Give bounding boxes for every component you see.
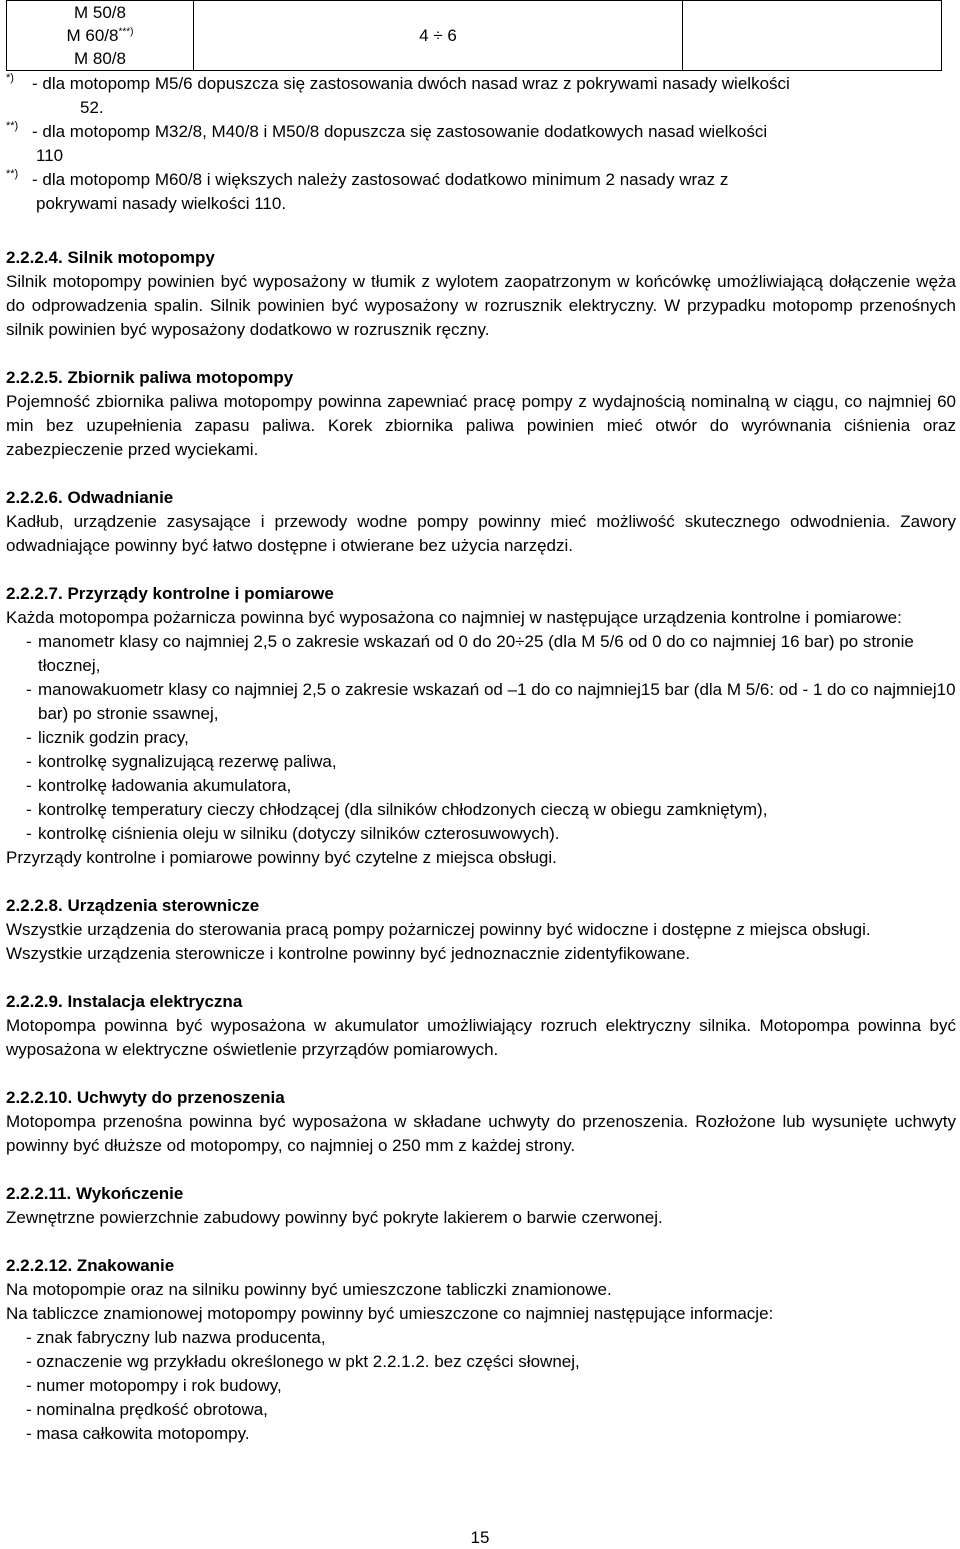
paragraph: Motopompa powinna być wyposażona w akumulator umożliwiający rozruch elektryczny silnika. Motopompa powinna być wyposażona w elektryczne oświetlenie przyrządów pomiarowych. <box>6 1016 956 1059</box>
section-number: 2.2.2.4. <box>6 248 63 267</box>
section-title: Uchwyty do przenoszenia <box>76 1088 285 1107</box>
section-number: 2.2.2.11. <box>6 1184 72 1203</box>
list-item: - kontrolkę sygnalizującą rezerwę paliwa, <box>6 750 956 774</box>
spec-table <box>6 0 942 71</box>
section-heading <box>6 582 956 606</box>
footnote-text: - dla motopomp M5/6 dopuszcza się zastosowania dwóch nasad wraz z pokrywami nasady wielkości <box>32 74 790 93</box>
model-label-with-mark <box>7 24 193 47</box>
paragraph: Wszystkie urządzenia do sterowania pracą pompy pożarniczej powinny być widoczne i dostępne z miejsca obsługi. <box>6 920 871 939</box>
section-heading <box>6 990 956 1014</box>
section-znakowanie <box>6 1254 956 1446</box>
footnote-text: - dla motopomp M60/8 i większych należy zastosować dodatkowo minimum 2 nasady wraz z <box>32 170 729 189</box>
paragraph: Pojemność zbiornika paliwa motopompy powinna zapewniać pracę pompy z wydajnością nominalną w ciągu, co najmniej 60 min bez uzupełnienia zapasu paliwa. Korek zbiornika paliwa powinien mieć otwór do wyrównania ciśnienia oraz zabezpieczenie przed wyciekami. <box>6 392 956 459</box>
footnote-continuation: pokrywami nasady wielkości 110. <box>36 194 287 213</box>
list-item: - nominalna prędkość obrotowa, <box>26 1400 268 1419</box>
paragraph: Zewnętrzne powierzchnie zabudowy powinny być pokryte lakierem o barwie czerwonej. <box>6 1208 663 1227</box>
section-title: Znakowanie <box>76 1256 175 1275</box>
section-heading <box>6 246 956 270</box>
section-title: Urządzenia sterownicze <box>67 896 260 915</box>
footnote-mark: **) <box>6 168 19 180</box>
model-label: M 50/8 <box>74 3 126 22</box>
section-number: 2.2.2.12. <box>6 1256 73 1275</box>
footnote <box>6 168 956 216</box>
section-title: Instalacja elektryczna <box>67 992 243 1011</box>
footnote-mark: **) <box>6 120 19 132</box>
footnote-mark: ***) <box>118 26 134 38</box>
section-heading <box>6 486 956 510</box>
section-sterownicze <box>6 894 956 966</box>
footnote-continuation: 52. <box>80 98 104 117</box>
section-heading <box>6 1086 956 1110</box>
section-number: 2.2.2.5. <box>6 368 63 387</box>
section-zbiornik <box>6 366 956 462</box>
section-number: 2.2.2.9. <box>6 992 63 1011</box>
nameplate-list <box>6 1326 956 1446</box>
empty-cell <box>683 1 942 71</box>
paragraph: Każda motopompa pożarnicza powinna być wyposażona co najmniej w następujące urządzenia kontrolne i pomiarowe: <box>6 608 902 627</box>
list-item: - licznik godzin pracy, <box>6 726 956 750</box>
list-item: - kontrolkę ładowania akumulatora, <box>6 774 956 798</box>
paragraph: Na motopompie oraz na silniku powinny być umieszczone tabliczki znamionowe. <box>6 1280 612 1299</box>
table-row <box>7 1 942 71</box>
section-heading <box>6 1182 956 1206</box>
document-body <box>6 246 956 1470</box>
section-title: Odwadnianie <box>67 488 174 507</box>
section-number: 2.2.2.8. <box>6 896 63 915</box>
footnote-text: - dla motopomp M32/8, M40/8 i M50/8 dopuszcza się zastosowanie dodatkowych nasad wielkości <box>32 122 768 141</box>
section-heading <box>6 1254 956 1278</box>
section-number: 2.2.2.10. <box>6 1088 73 1107</box>
list-item: - manowakuometr klasy co najmniej 2,5 o zakresie wskazań od –1 do co najmniej15 bar (dla M 5/6: od - 1 do co najmniej10 bar) po stronie ssawnej, <box>6 678 956 726</box>
footnote <box>6 120 956 168</box>
section-instalacja <box>6 990 956 1062</box>
paragraph: Wszystkie urządzenia sterownicze i kontrolne powinny być jednoznacznie zidentyfikowane. <box>6 944 691 963</box>
section-title: Zbiornik paliwa motopompy <box>67 368 294 387</box>
section-number: 2.2.2.6. <box>6 488 63 507</box>
list-item: - oznaczenie wg przykładu określonego w pkt 2.2.1.2. bez części słownej, <box>26 1352 580 1371</box>
section-wykonczenie <box>6 1182 956 1230</box>
list-item: - znak fabryczny lub nazwa producenta, <box>26 1328 326 1347</box>
section-heading <box>6 366 956 390</box>
paragraph: Kadłub, urządzenie zasysające i przewody wodne pompy powinny mieć możliwość skutecznego odwodnienia. Zawory odwadniające powinny być łatwo dostępne i otwierane bez użycia narzędzi. <box>6 512 956 555</box>
list-item: - manometr klasy co najmniej 2,5 o zakresie wskazań od 0 do 20÷25 (dla M 5/6 od 0 do co najmniej 16 bar) po stronie tłocznej, <box>6 630 956 678</box>
model-label: M 60/8 <box>66 26 119 45</box>
instrument-list <box>6 630 956 846</box>
footnotes <box>6 72 956 216</box>
section-odwadnianie <box>6 486 956 558</box>
paragraph: Silnik motopompy powinien być wyposażony w tłumik z wylotem zaopatrzonym w końcówkę umożliwiającą dołączenie węża do odprowadzenia spalin. Silnik powinien być wyposażony w rozrusznik elektryczny. W przypadku motopomp przenośnych silnik powinien być wyposażony dodatkowo w rozrusznik ręczny. <box>6 272 956 339</box>
paragraph: Na tabliczce znamionowej motopompy powinny być umieszczone co najmniej następujące informacje: <box>6 1304 774 1323</box>
footnote-mark: *) <box>6 72 14 84</box>
list-item: - numer motopompy i rok budowy, <box>26 1376 282 1395</box>
paragraph: Motopompa przenośna powinna być wyposażona w składane uchwyty do przenoszenia. Rozłożone lub wysunięte uchwyty powinny być dłuższe od motopompy, co najmniej o 250 mm z każdej strony. <box>6 1112 956 1155</box>
section-heading <box>6 894 956 918</box>
paragraph: Przyrządy kontrolne i pomiarowe powinny być czytelne z miejsca obsługi. <box>6 848 557 867</box>
page-number: 15 <box>470 1528 490 1547</box>
model-label: M 80/8 <box>74 49 126 68</box>
footnote <box>6 72 956 120</box>
section-silnik <box>6 246 956 342</box>
list-item: - kontrolkę ciśnienia oleju w silniku (dotyczy silników czterosuwowych). <box>6 822 956 846</box>
section-uchwyty <box>6 1086 956 1158</box>
section-przyrzady <box>6 582 956 870</box>
list-item: - masa całkowita motopompy. <box>26 1424 250 1443</box>
section-number: 2.2.2.7. <box>6 584 63 603</box>
section-title: Wykończenie <box>75 1184 184 1203</box>
footnote-continuation: 110 <box>36 146 64 165</box>
list-item: - kontrolkę temperatury cieczy chłodzącej (dla silników chłodzonych cieczą w obiegu zamkniętym), <box>6 798 956 822</box>
section-title: Przyrządy kontrolne i pomiarowe <box>67 584 334 603</box>
range-cell: 4 ÷ 6 <box>194 1 683 71</box>
section-title: Silnik motopompy <box>67 248 215 267</box>
models-cell <box>7 1 194 71</box>
